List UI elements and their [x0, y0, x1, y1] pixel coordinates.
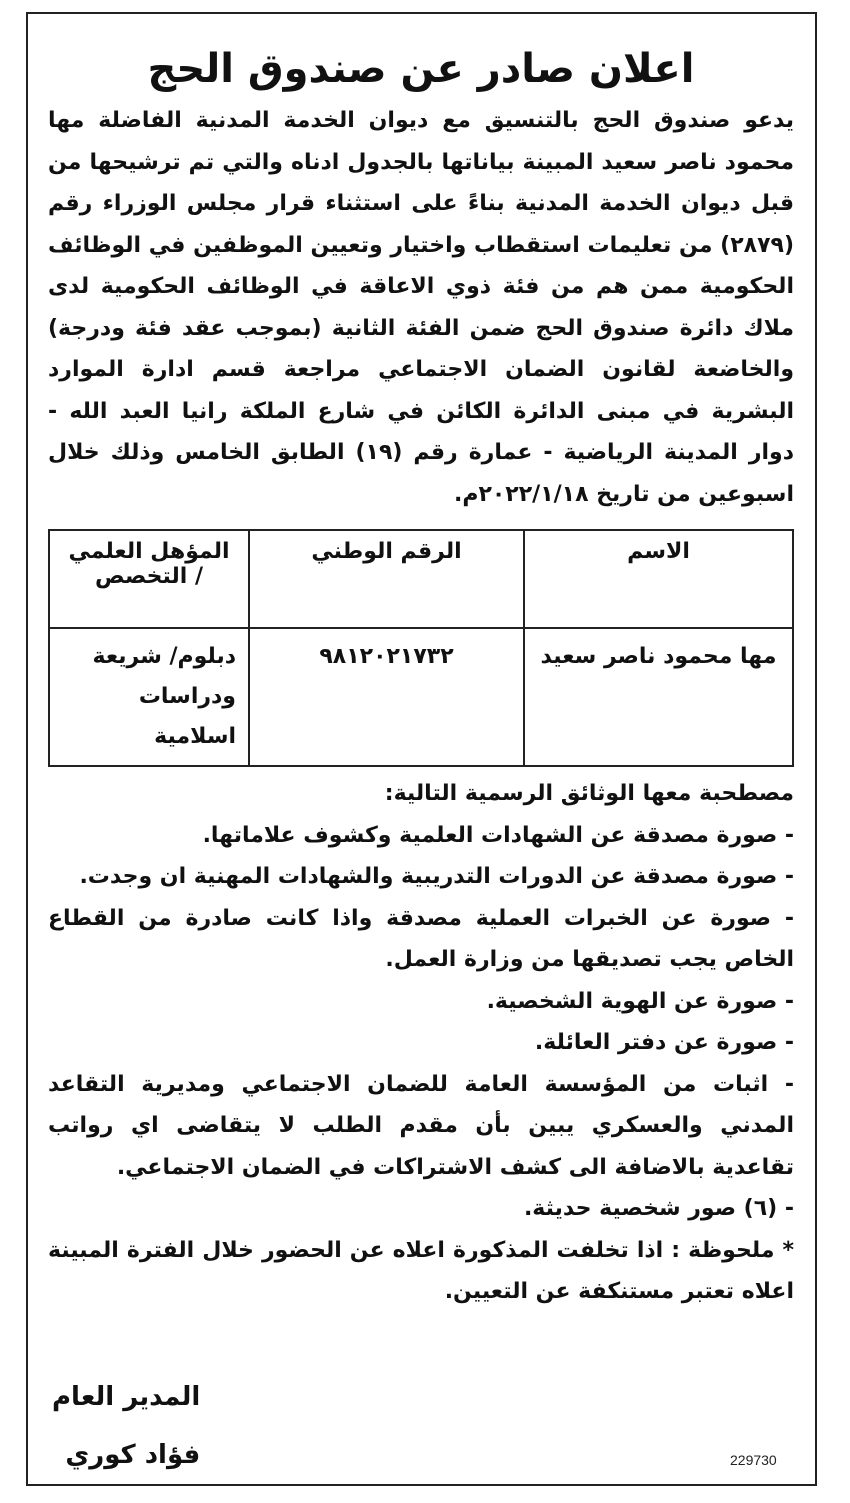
announcement-title: اعلان صادر عن صندوق الحج: [147, 46, 695, 92]
cell-name: مها محمود ناصر سعيد: [524, 628, 793, 766]
document-item: - صورة مصدقة عن الشهادات العلمية وكشوف علاماتها.: [202, 822, 794, 848]
header-qualification: المؤهل العلمي / التخصص: [49, 530, 249, 628]
note-text: * ملحوظة : اذا تخلفت المذكورة اعلاه عن الحضور خلال الفترة المبينة اعلاه تعتبر مستنكفة عن التعيين.: [48, 1237, 794, 1304]
documents-heading: مصطحبة معها الوثائق الرسمية التالية:: [384, 781, 794, 806]
document-item: - اثبات من المؤسسة العامة للضمان الاجتماعي ومديرية التقاعد المدني والعسكري يبين بأن مقدم الطلب لا يتقاضى اي رواتب تقاعدية بالاضافة الى كشف الاشتراكات في الضمان الاجتماعي.: [48, 1071, 794, 1180]
cell-qualification: دبلوم/ شريعة ودراسات اسلامية: [49, 628, 249, 766]
announcement-body: [48, 40, 794, 1313]
document-item: - صورة عن الهوية الشخصية.: [486, 988, 794, 1014]
document-item: - صورة عن دفتر العائلة.: [534, 1030, 794, 1055]
reference-number: 229730: [730, 1452, 777, 1468]
candidate-table: [48, 529, 794, 767]
signature-position: المدير العام: [52, 1382, 201, 1412]
cell-national-id: ٩٨١٢٠٢١٧٣٢: [249, 628, 524, 766]
document-item: - (٦) صور شخصية حديثة.: [523, 1196, 794, 1221]
header-national-id: الرقم الوطني: [249, 530, 524, 628]
announcement-intro: يدعو صندوق الحج بالتنسيق مع ديوان الخدمة المدنية الفاضلة مها محمود ناصر سعيد المبينة بياناتها بالجدول ادناه والتي تم ترشيحها من قبل ديوان الخدمة المدنية بناءً على استثناء قرار مجلس الوزراء رقم (٢٨٧٩) من تعليمات استقطاب واختيار وتعيين الموظفين في الوظائف الحكومية ممن هم من فئة ذوي الاعاقة في الوظائف الحكومية لدى ملاك دائرة صندوق الحج ضمن الفئة الثانية (بموجب عقد فئة ودرجة) والخاضعة لقانون الضمان الاجتماعي مراجعة قسم ادارة الموارد البشرية في مبنى الدائرة الكائن في شارع الملكة رانيا العبد الله - دوار المدينة الرياضية - عمارة رقم (١٩) الطابق الخامس وذلك خلال اسبوعين من تاريخ ٢٠٢٢/١/١٨م.: [48, 108, 794, 507]
document-item: - صورة مصدقة عن الدورات التدريبية والشهادات المهنية ان وجدت.: [79, 864, 794, 889]
document-item: - صورة عن الخبرات العملية مصدقة واذا كانت صادرة من القطاع الخاص يجب تصديقها من وزارة العمل.: [48, 905, 794, 972]
signature-name: فؤاد كوري: [65, 1440, 201, 1470]
table-header-row: [49, 530, 793, 628]
header-name: الاسم: [524, 530, 793, 628]
signature-block: [52, 1368, 200, 1484]
table-row: [49, 628, 793, 766]
